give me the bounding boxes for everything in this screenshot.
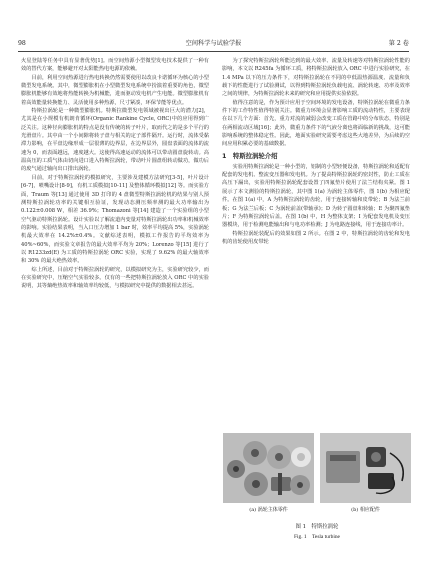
paragraph: 综上所述，目前对于特斯拉涡轮的研究，以模拟研究为主，实验研究较少，而在实验研究中，压缩空气实验较多。仅有的一些把特斯拉涡轮放入 ORC 中的实验说明，其等熵绝热效率和轴效率均较低，与模拟研究中提供的数据相去甚远。 — [21, 266, 209, 290]
subfigure-b-label: (b) 相应配件 — [351, 507, 380, 513]
paragraph: 值得注意的是，作为预计应用于空间环境的发电设备，特斯拉涡轮在微重力条件下的工作特性值得特别关注。微重力环境会显著影响工质的流动特性，主要表现在以下几个方面：首先，重力对流的减弱会改变工质在管路中的分布状态，特别是在两相流动区域[16]；此外，微重力条件下的气液分离也将面临新的挑战，这可能影响系统的整体稳定性。因此，地面实验研究需要考虑这些大地差异，为后续的空间应用积累必要的基础数据。 — [222, 99, 410, 148]
journal-title: 空间科学与试验学报 — [185, 40, 242, 47]
accessories-photo — [320, 433, 411, 503]
turbine-parts-photo — [223, 433, 314, 503]
figure-1 — [223, 433, 411, 543]
paragraph: 特斯拉涡轮装配后的效果如图 2 所示。在图 2 中，特斯拉涡轮的齿轮和发电机的齿轮使用皮带轮 — [222, 230, 410, 245]
paragraph: 火星登陆等任务中具有显著优势[1]。而空间热源小型微型发电技术提供了一种有效的替代方案，能够避开对太阳能热电电源的依赖。 — [21, 58, 209, 73]
header-rule — [18, 51, 409, 52]
section-heading: 1 特斯拉涡轮介绍 — [222, 151, 278, 160]
page-number: 98 — [18, 40, 26, 47]
right-column — [222, 57, 410, 246]
figure-caption-cn: 图 1 特斯拉涡轮 — [295, 524, 339, 530]
paragraph: 为了探究特斯拉涡轮所能达到的最大效率、流量及转速等对特斯拉涡轮性能的影响，本文以 R245fa 为循环工质，将特斯拉涡轮放入 ORC 中进行实验研究，在 1.4 MPa 以下的压力条件下，对特斯拉涡轮在不同的中低温热源温度、流量和负载下的性能进行了试验测试，以得到特斯拉涡轮负载电流、涡轮转速、功率及效率之间的规律，为特斯拉涡轮未来的研究和应用提供实验依据。 — [222, 58, 410, 98]
subfigure-a-label: (a) 涡轮主体零件 — [249, 507, 288, 513]
page-header — [18, 38, 409, 50]
left-column — [21, 57, 209, 291]
volume-label: 第 2 卷 — [388, 40, 409, 47]
paragraph: 实验用特斯拉涡轮是一种小型的，铝制的小型轻便设备，特斯拉涡轮和适配有配套的发电机、整流变压器和发电机。为了提高特斯拉涡轮的密封性，防止工质在高压下漏出，实验用特斯拉涡轮配套设置了四氟垫片使用了法兰结构夹紧。图 1 展示了本文测验的特斯拉涡轮，其中图 1(a) 为涡轮主体零件，图 1(b) 为相应配件。在图 1(a) 中，A 为特斯拉涡轮的齿轮，用于连接转轴和皮带轮；B 为法兰前板；G 为法兰后板；C 为涡轮前盖(带轴承)；D 为转子圆盘和转轴；E 为聚四氟垫片；F 为特斯拉涡轮后盖。在图 1(b) 中，H 为整体支架；I 为配套发电机及变压器模块，用于检测电能输出和与电功率检测；J 为电路连接线，用于连接功率计。 — [222, 163, 410, 229]
figure-caption-en: Fig. 1 Tesla turbine — [294, 534, 340, 540]
paragraph: 目前，对于特斯拉涡轮的模拟研究，主要涉及建模方法研究[3-5]，叶片设计[6-7]，喷嘴设计[8-9]，有机工质模拟[10-11] 及整体循环模拟[12] 等。而实验方面，Traum 等[13] 通过使用 3D 打印的 4 盘微型特斯拉涡轮机的结果与别人预测特斯拉涡轮功率的关键相互验证，发现动态测压频率测的最大功率输出为 0.122±0.008 W，相差 36.9%；Thomazoni 等[14] 建造了一个实验组的小型空气驱动特斯拉涡轮。设计实验以了解流道内变量对特斯拉涡轮出功率和机械效率的影响。实验结果表明，当入口压力增加 1 bar 时，效率平均提高 5%，实验涡轮机最大效率在 14.2%±0.4%。文献综述表明，模拟工作报告的平均效率为 40%~60%，而实验文章报告的最大效率平均为 20%；Lorenzo 等[15] 进行了以 R1233zd(E) 为工质的特斯拉涡轮 ORC 实验，实现了 9.62% 的最大轴效率和 30% 的最大绝热效率。 — [21, 174, 209, 265]
paragraph: 特斯拉涡轮是一种微型膨胀机。特斯拉微型发电领域被视出巨大的潜力[2]，尤其是在小规模有机朗肯循环(Organic Rankine Cycle, ORC)中的应用得到广泛关注。这种径向膨胀机的特点是没有传统的转子叶片，取而代之的是多个平行的光滑盘片。其中由一个小间隙将转子盘与相关的定子部件隔开。运行时，流体受黏滞力影响，在平盘边缘形成一层很薄的边界层，在边界层外，圆盘表面的流体的流速为 0，而表面越远，速度越大。这使得高速运动的流体可以带动圆盘旋转动。高温高压的工质气体由切向进口进入特斯拉涡轮，带动叶片圆盘组转动做功，做功后的废气通过轴向出口排出涡轮。 — [21, 108, 209, 173]
paragraph: 目前，利用空间热源进行热电转换仍然需要使用以改良卡诺循环为核心的小型微型发电系统。其中，微型膨胀机在小型微型发电系统中扮演着重要的角色，微型膨胀机能够有效地将热能转换为机械能，进而驱动发电机产生电能。微型膨胀机有着高效能量转换能力、灵活使用多种热源，尺寸紧凑，环保节能等优点。 — [21, 74, 209, 106]
